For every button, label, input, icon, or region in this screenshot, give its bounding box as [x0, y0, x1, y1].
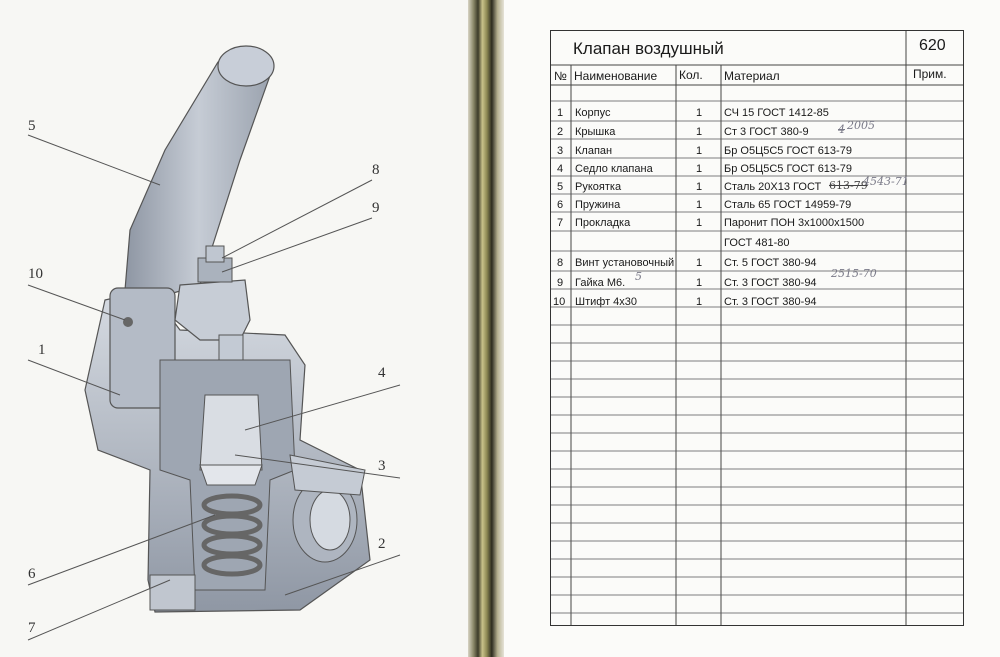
row-num: 10	[553, 296, 566, 308]
callout-10: 10	[28, 266, 43, 282]
hand-row5-struck: 613-79	[829, 179, 868, 192]
header-name: Наименование	[574, 69, 658, 83]
row-num: 7	[557, 217, 564, 229]
hand-row9-added: 2515-70	[831, 267, 877, 280]
spec-title: Клапан воздушный	[573, 39, 724, 58]
callout-9: 9	[372, 200, 380, 216]
row-material-line2: ГОСТ 481-80	[724, 237, 790, 249]
row-material: Сталь 20Х13 ГОСТ	[724, 181, 822, 193]
row-name: Пружина	[575, 199, 621, 211]
row-qty: 1	[696, 277, 703, 289]
row-material: Ст 3 ГОСТ 380-9	[724, 126, 809, 138]
book-spine	[468, 0, 504, 657]
callout-7: 7	[28, 620, 36, 636]
callout-6: 6	[28, 566, 36, 582]
row-material: Паронит ПОН 3х1000х1500	[724, 217, 865, 229]
row-qty: 1	[696, 107, 703, 119]
row-material: Ст. 5 ГОСТ 380-94	[724, 257, 817, 269]
row-material: Бр О5Ц5С5 ГОСТ 613-79	[724, 145, 852, 157]
hand-row9-name-mark: 5	[635, 270, 642, 283]
row-num: 3	[557, 145, 564, 157]
row-material: Ст. 3 ГОСТ 380-94	[724, 296, 817, 308]
row-num: 1	[557, 107, 564, 119]
row-material: СЧ 15 ГОСТ 1412-85	[724, 107, 829, 119]
callout-5: 5	[28, 118, 36, 134]
header-material: Материал	[724, 69, 780, 83]
row-qty: 1	[696, 217, 703, 229]
row-name: Гайка М6.	[575, 277, 626, 289]
row-material: Ст. 3 ГОСТ 380-94	[724, 277, 817, 289]
row-name: Штифт 4х30	[575, 296, 638, 308]
row-name: Винт установочный	[575, 257, 675, 269]
hand-row2-added: 2005	[847, 119, 875, 132]
header-num: №	[554, 69, 567, 83]
valve-cutaway-drawing	[0, 0, 470, 657]
header-qty: Кол.	[679, 68, 703, 82]
row-name: Корпус	[575, 107, 611, 119]
callout-3: 3	[378, 458, 386, 474]
row-num: 5	[557, 181, 564, 193]
row-num: 2	[557, 126, 564, 138]
row-name: Крышка	[575, 126, 616, 138]
callout-2: 2	[378, 536, 386, 552]
row-num: 6	[557, 199, 564, 211]
row-name: Прокладка	[575, 217, 631, 229]
row-qty: 1	[696, 181, 703, 193]
header-note: Прим.	[913, 67, 947, 81]
row-name: Рукоятка	[575, 181, 622, 193]
hand-row2-struck: 4	[838, 123, 845, 136]
row-qty: 1	[696, 126, 703, 138]
row-qty: 1	[696, 257, 703, 269]
callout-4: 4	[378, 365, 386, 381]
row-num: 8	[557, 257, 564, 269]
row-num: 9	[557, 277, 564, 289]
table-grid	[551, 31, 963, 625]
row-qty: 1	[696, 199, 703, 211]
row-name: Клапан	[575, 145, 613, 157]
row-num: 4	[557, 163, 564, 175]
row-qty: 1	[696, 296, 703, 308]
row-material: Сталь 65 ГОСТ 14959-79	[724, 199, 852, 211]
specification-table	[550, 30, 964, 626]
row-qty: 1	[696, 163, 703, 175]
doc-number: 620	[919, 37, 946, 54]
callout-8: 8	[372, 162, 380, 178]
row-material: Бр О5Ц5С5 ГОСТ 613-79	[724, 163, 852, 175]
row-name: Седло клапана	[575, 163, 653, 175]
callout-1: 1	[38, 342, 46, 358]
row-qty: 1	[696, 145, 703, 157]
hand-row5-added: 4543-71	[863, 175, 909, 188]
